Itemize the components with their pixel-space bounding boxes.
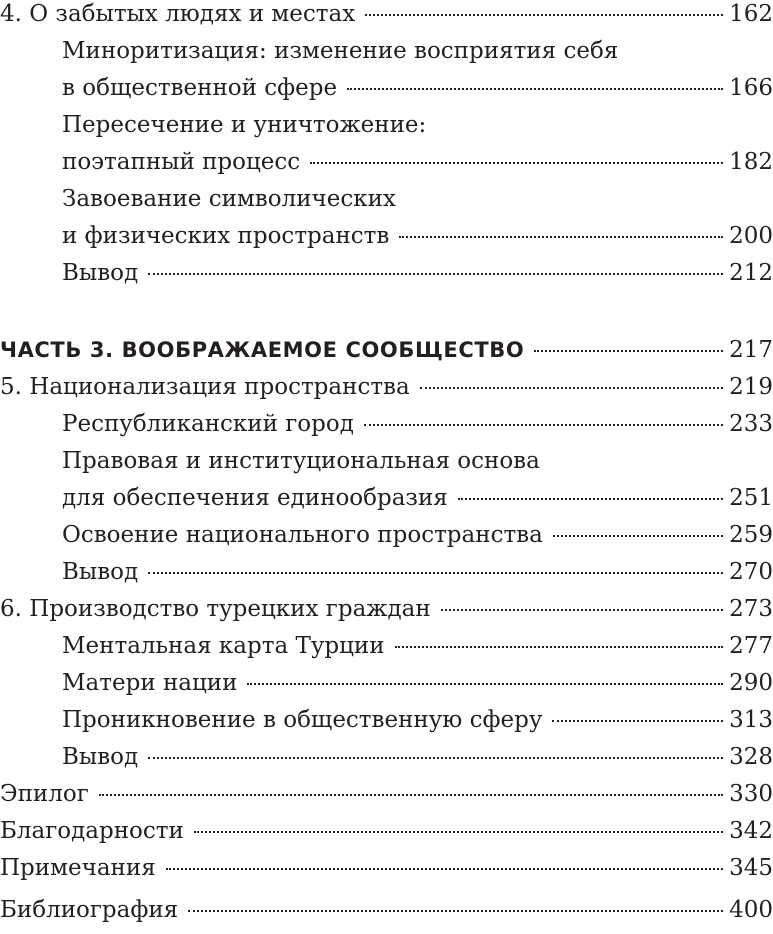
toc-entry-title: ЧАСТЬ 3. ВООБРАЖАЕМОЕ СООБЩЕСТВО [0, 338, 525, 362]
toc-entry-page: 162 [729, 1, 773, 27]
toc-entry-page: 217 [729, 337, 773, 363]
toc-entry-page: 400 [729, 897, 773, 923]
toc-entry-ch4-conquest[interactable] [0, 219, 773, 253]
toc-entry-chapter-4[interactable] [0, 0, 773, 31]
toc-entry-page: 200 [729, 223, 773, 249]
toc-entry-ch6-mental-map[interactable] [0, 629, 773, 663]
dot-leader [148, 572, 723, 574]
toc-entry-title: в общественной сфере [62, 75, 338, 101]
toc-entry-page: 270 [729, 559, 773, 585]
dot-leader [552, 720, 723, 722]
toc-entry-title: Примечания [0, 855, 156, 881]
dot-leader [553, 535, 723, 537]
toc-entry-page: 345 [729, 855, 773, 881]
dot-leader [310, 162, 723, 164]
dot-leader [420, 387, 723, 389]
toc-entry-title-line1[interactable]: Пересечение и уничтожение: [62, 112, 427, 138]
toc-entry-page: 313 [729, 707, 773, 733]
toc-entry-notes[interactable] [0, 851, 773, 885]
toc-entry-title: Вывод [62, 744, 139, 770]
dot-leader [99, 794, 723, 796]
dot-leader [399, 236, 723, 238]
toc-entry-ch5-legal-basis[interactable] [0, 481, 773, 515]
toc-entry-title: Вывод [62, 559, 139, 585]
toc-entry-chapter-5[interactable] [0, 370, 773, 404]
dot-leader [364, 424, 723, 426]
toc-entry-title: для обеспечения единообразия [62, 485, 448, 511]
toc-entry-ch4-crossing[interactable] [0, 145, 773, 179]
toc-entry-page: 342 [729, 818, 773, 844]
toc-entry-ch6-public-sphere[interactable] [0, 703, 773, 737]
dot-leader [347, 88, 723, 90]
toc-entry-title: поэтапный процесс [62, 149, 301, 175]
toc-entry-page: 182 [729, 149, 773, 175]
toc-entry-title: Эпилог [0, 781, 89, 807]
toc-entry-page: 290 [729, 670, 773, 696]
toc-entry-page: 273 [729, 596, 773, 622]
toc-entry-ch6-conclusion[interactable] [0, 740, 773, 774]
toc-entry-title: 4. О забытых людях и местах [0, 1, 356, 27]
dot-leader [458, 498, 723, 500]
dot-leader [395, 646, 724, 648]
toc-entry-ch5-republican-city[interactable] [0, 407, 773, 441]
toc-entry-title: и физических пространств [62, 223, 390, 249]
toc-entry-title: Благодарности [0, 818, 184, 844]
toc-entry-title: 6. Производство турецких граждан [0, 596, 431, 622]
toc-entry-ch5-conclusion[interactable] [0, 555, 773, 589]
toc-entry-ch5-national-space[interactable] [0, 518, 773, 552]
toc-entry-title-line1[interactable]: Правовая и институциональная основа [62, 448, 540, 474]
toc-entry-title: Проникновение в общественную сферу [62, 707, 543, 733]
toc-entry-title: Матери нации [62, 670, 238, 696]
toc-entry-page: 330 [729, 781, 773, 807]
dot-leader [441, 609, 723, 611]
toc-entry-acknowledgements[interactable] [0, 814, 773, 848]
toc-entry-bibliography[interactable] [0, 893, 773, 927]
toc-entry-page: 219 [729, 374, 773, 400]
toc-entry-part-3[interactable] [0, 333, 773, 367]
toc-entry-page: 277 [729, 633, 773, 659]
toc-entry-title: 5. Национализация пространства [0, 374, 410, 400]
toc-entry-page: 166 [729, 75, 773, 101]
toc-entry-ch4-conclusion[interactable] [0, 256, 773, 290]
toc-entry-title: Вывод [62, 260, 139, 286]
dot-leader [365, 14, 723, 16]
toc-entry-page: 259 [729, 522, 773, 548]
toc-entry-title-line1[interactable]: Миноритизация: изменение восприятия себя [62, 38, 619, 64]
dot-leader [194, 831, 723, 833]
dot-leader [247, 683, 723, 685]
toc-entry-chapter-6[interactable] [0, 592, 773, 626]
toc-entry-page: 328 [729, 744, 773, 770]
toc-entry-page: 233 [729, 411, 773, 437]
dot-leader [534, 350, 723, 352]
dot-leader [148, 757, 723, 759]
toc-entry-ch6-mothers[interactable] [0, 666, 773, 700]
toc-entry-title: Освоение национального пространства [62, 522, 543, 548]
toc-entry-ch4-minoritization[interactable] [0, 71, 773, 105]
dot-leader [188, 910, 723, 912]
dot-leader [148, 273, 723, 275]
toc-entry-title: Библиография [0, 897, 179, 923]
toc-entry-page: 212 [729, 260, 773, 286]
toc-entry-title: Республиканский город [62, 411, 354, 437]
toc-entry-title-line1[interactable]: Завоевание символических [62, 186, 396, 212]
toc-entry-title: Ментальная карта Турции [62, 633, 385, 659]
dot-leader [166, 868, 723, 870]
toc-entry-page: 251 [729, 485, 773, 511]
toc-entry-epilogue[interactable] [0, 777, 773, 811]
